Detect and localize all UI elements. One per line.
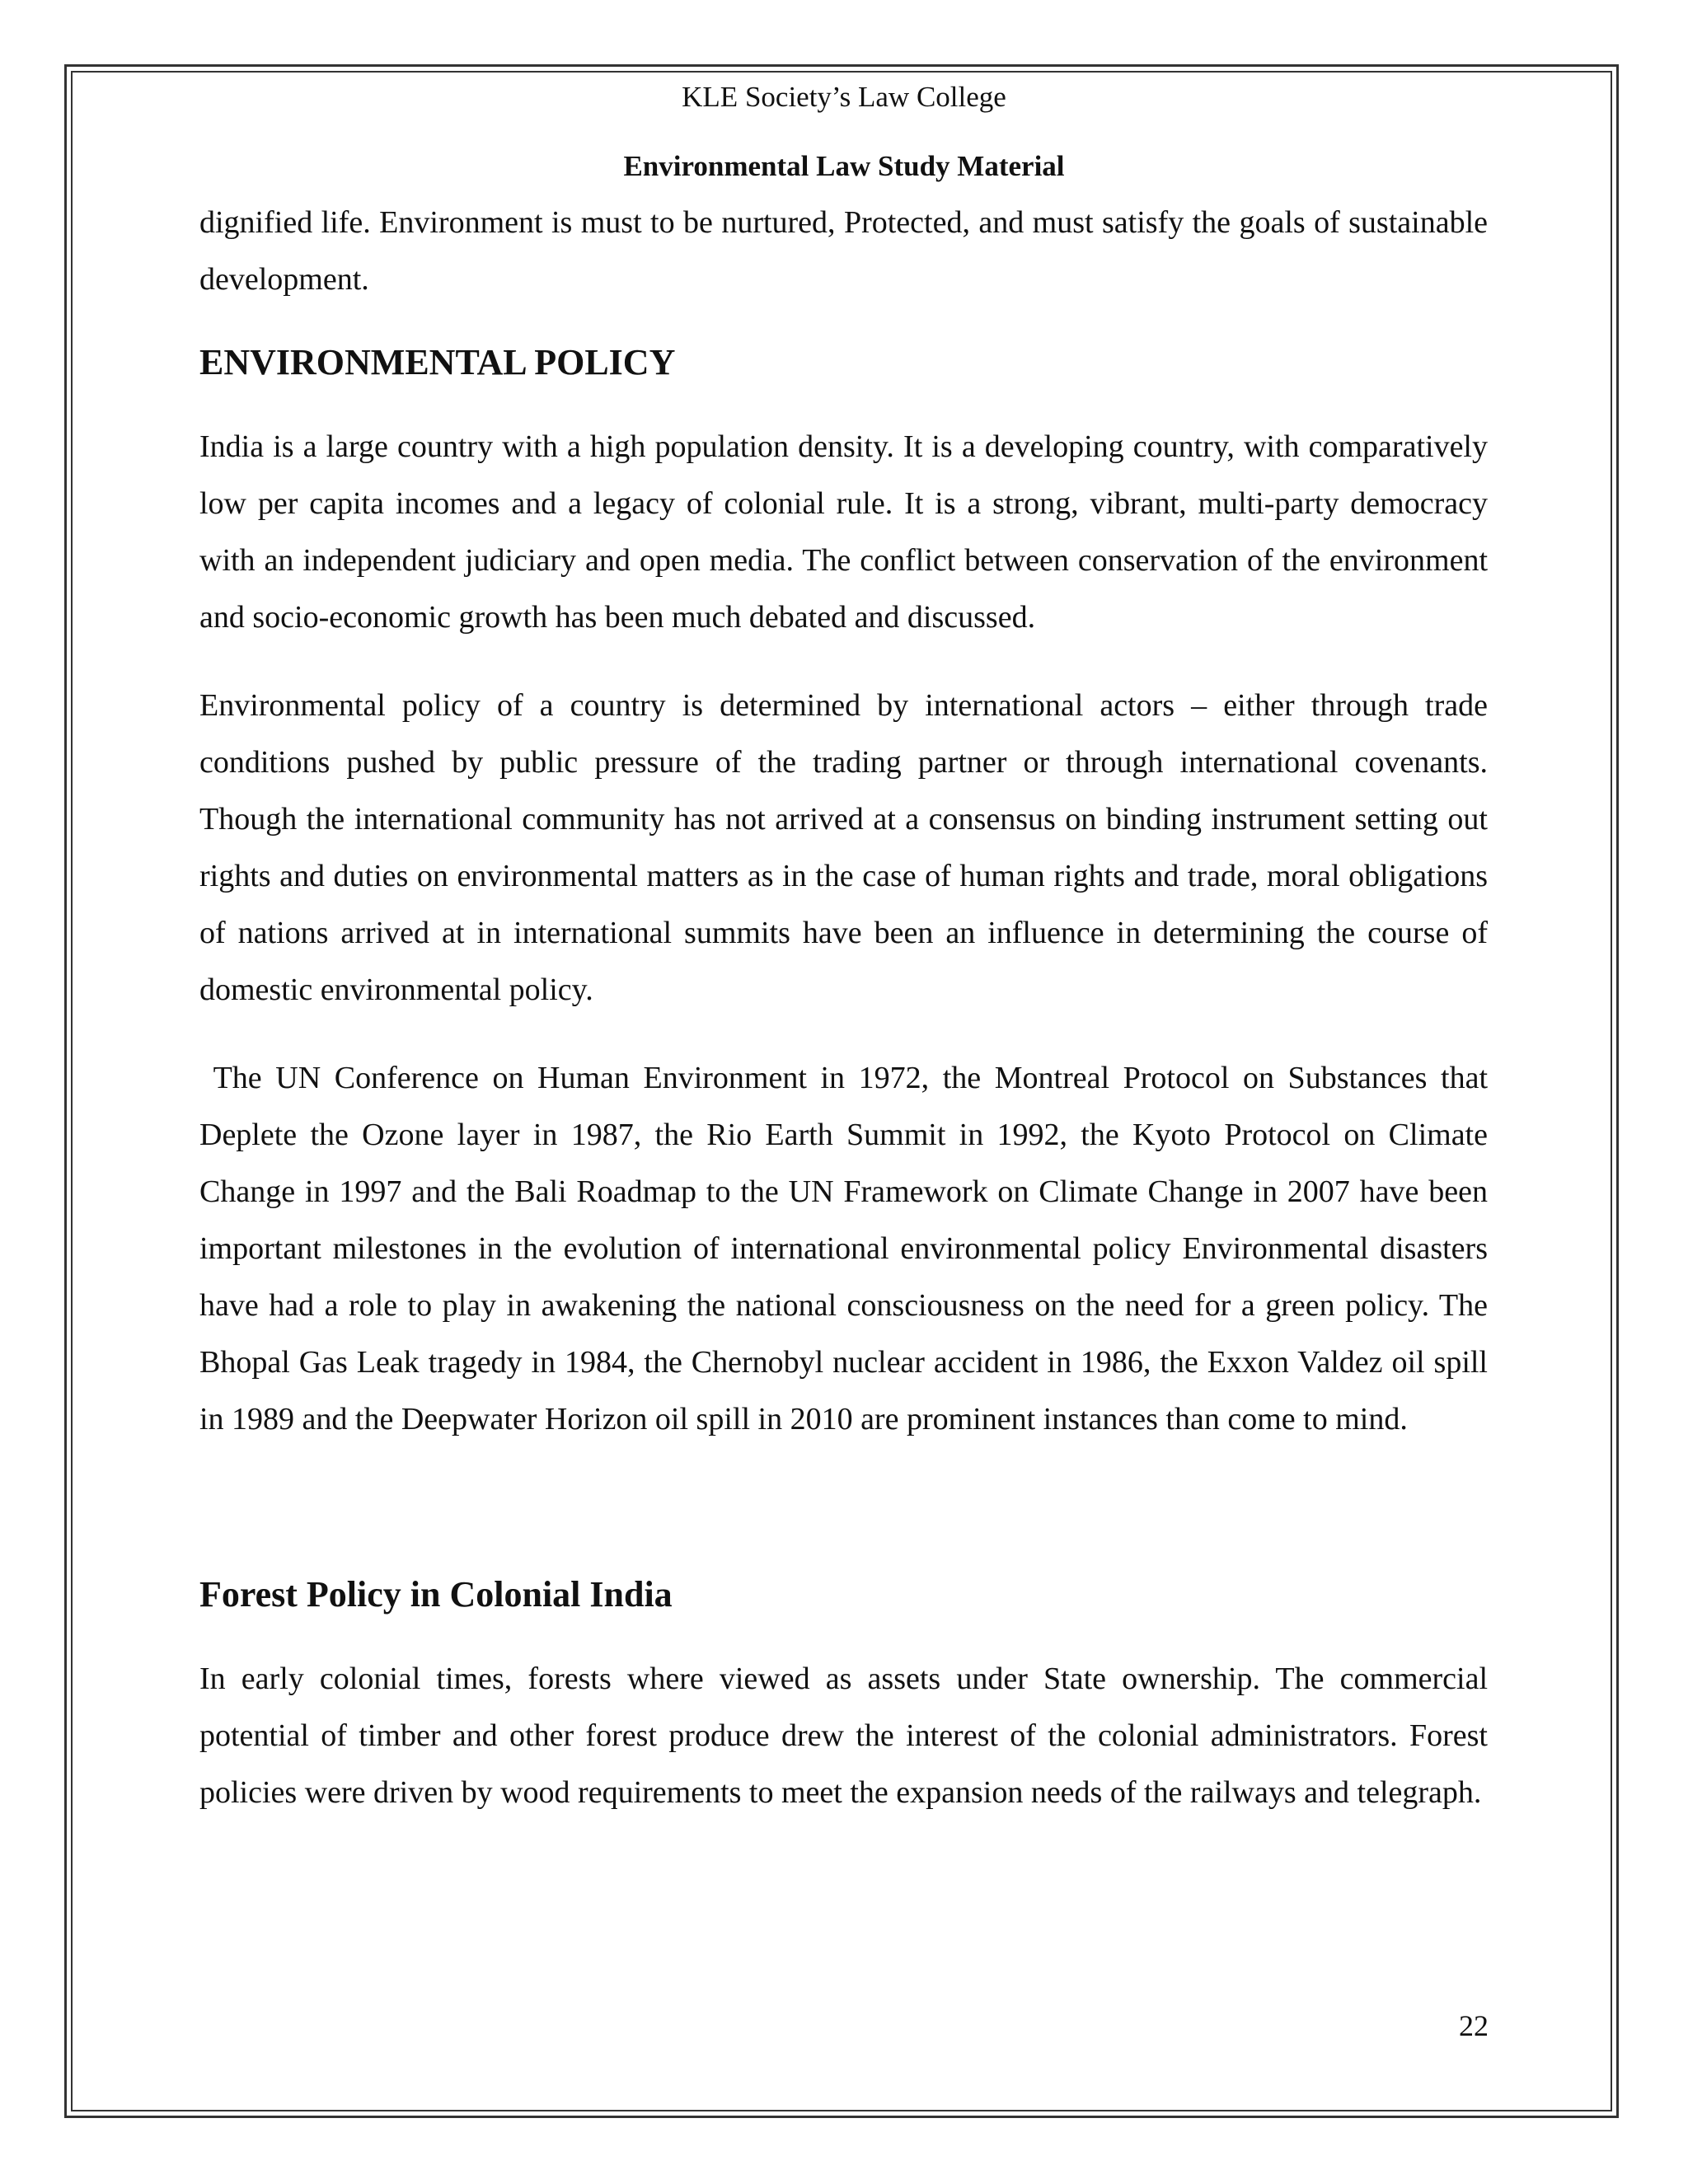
paragraph: In early colonial times, forests where viewed as assets under State ownership. The commercial potential of timber and other forest produce drew the interest of the colonial administrators. Forest policies were driven by wood requirements to meet the expansion needs of the railways and telegraph.: [199, 1661, 1488, 1810]
header-subtitle: Environmental Law Study Material: [623, 150, 1065, 182]
document-body: [199, 194, 1496, 1821]
paragraph: Environmental policy of a country is determined by international actors – either through trade conditions pushed by public pressure of the trading partner or through international covenants. Though the international community has not arrived at a consensus on binding instrument setting out rights and duties on environmental matters as in the case of human rights and trade, moral obligations of nations arrived at in international summits have been an influence in determining the course of domestic environmental policy.: [199, 688, 1488, 1007]
header-college-name: KLE Society’s Law College: [682, 81, 1006, 113]
paragraph: India is a large country with a high population density. It is a developing country, with comparatively low per capita incomes and a legacy of colonial rule. It is a strong, vibrant, multi-party democracy with an independent judiciary and open media. The conflict between conservation of the environment and socio-economic growth has been much debated and discussed.: [199, 429, 1488, 635]
section-heading-environmental-policy: ENVIRONMENTAL POLICY: [199, 342, 676, 382]
section-heading-forest-policy: Forest Policy in Colonial India: [199, 1574, 673, 1615]
intro-paragraph: dignified life. Environment is must to be nurtured, Protected, and must satisfy the goals of sustainable development.: [199, 205, 1488, 297]
page-number: 22: [1459, 2009, 1489, 2042]
paragraph: The UN Conference on Human Environment in 1972, the Montreal Protocol on Substances that Deplete the Ozone layer in 1987, the Rio Earth Summit in 1992, the Kyoto Protocol on Climate Change in 1997 and the Bali Roadmap to the UN Framework on Climate Change in 2007 have been important milestones in the evolution of international environmental policy Environmental disasters have had a role to play in awakening the national consciousness on the need for a green policy. The Bhopal Gas Leak tragedy in 1984, the Chernobyl nuclear accident in 1986, the Exxon Valdez oil spill in 1989 and the Deepwater Horizon oil spill in 2010 are prominent instances than come to mind.: [199, 1061, 1496, 1436]
